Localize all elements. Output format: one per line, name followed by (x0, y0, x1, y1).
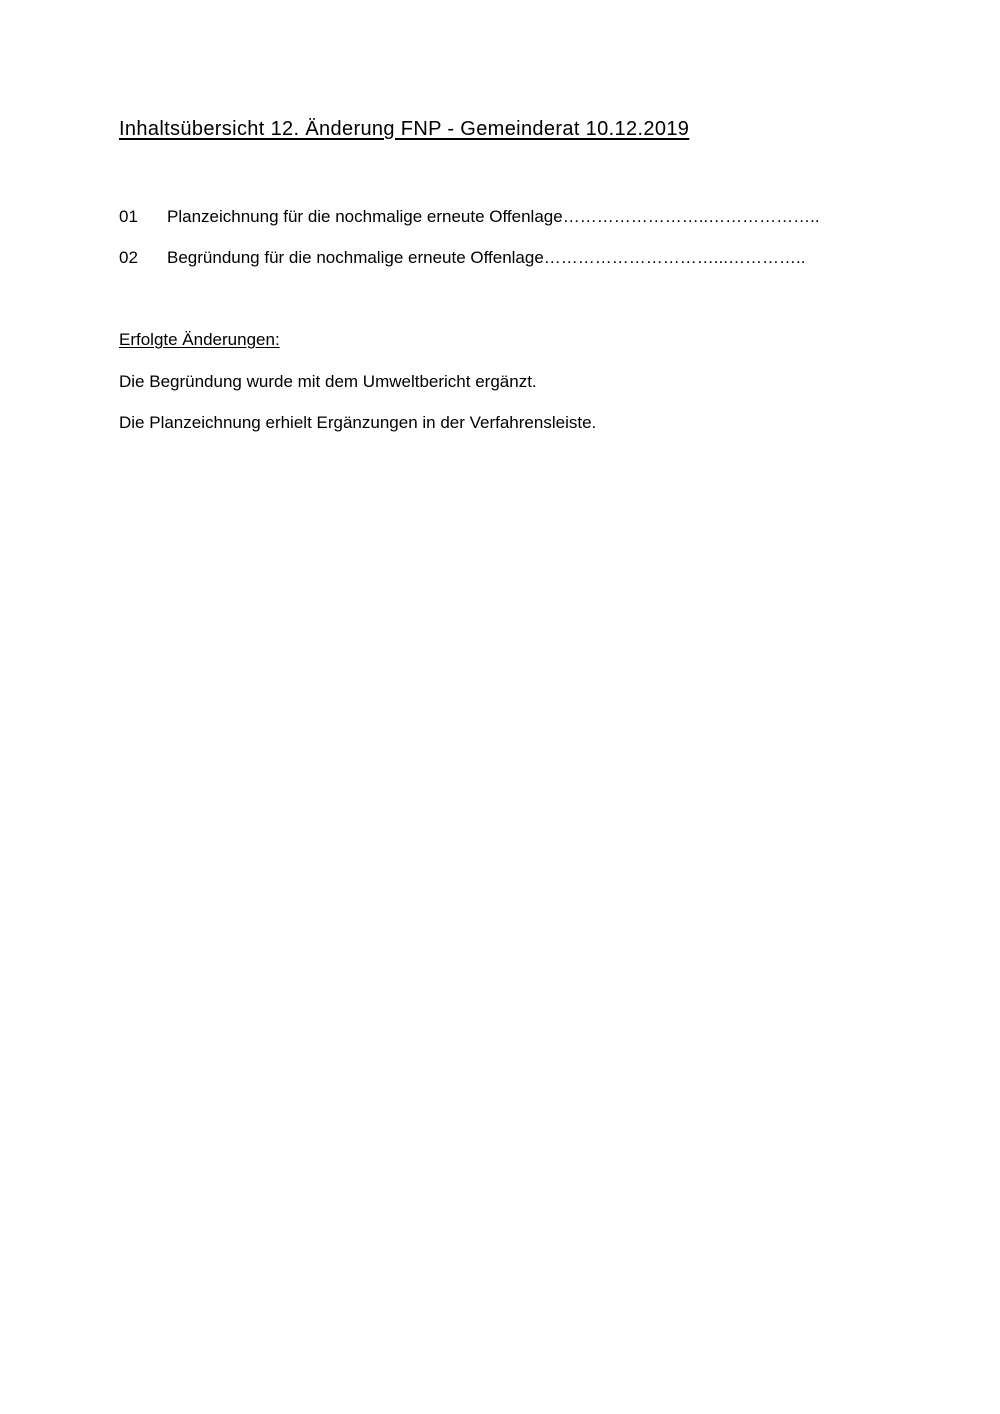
document-title: Inhaltsübersicht 12. Änderung FNP - Gemeinderat 10.12.2019 (119, 118, 690, 140)
toc-entry-text: Begründung für die nochmalige erneute Offenlage (167, 248, 544, 267)
change-item: Die Begründung wurde mit dem Umweltbericht ergänzt. (119, 372, 537, 391)
toc-entry-number: 02 (119, 248, 138, 267)
changes-heading: Erfolgte Änderungen: (119, 330, 280, 349)
toc-entry-leader: ……………………..……………….. (562, 207, 820, 226)
change-item: Die Planzeichnung erhielt Ergänzungen in der Verfahrensleiste. (119, 413, 597, 432)
toc-entry-text: Planzeichnung für die nochmalige erneute Offenlage (167, 207, 563, 226)
toc-entry (119, 248, 899, 268)
toc-entry-number: 01 (119, 207, 138, 226)
toc-entry-leader: …………………………...………….. (543, 248, 806, 267)
toc-entry (119, 207, 899, 227)
